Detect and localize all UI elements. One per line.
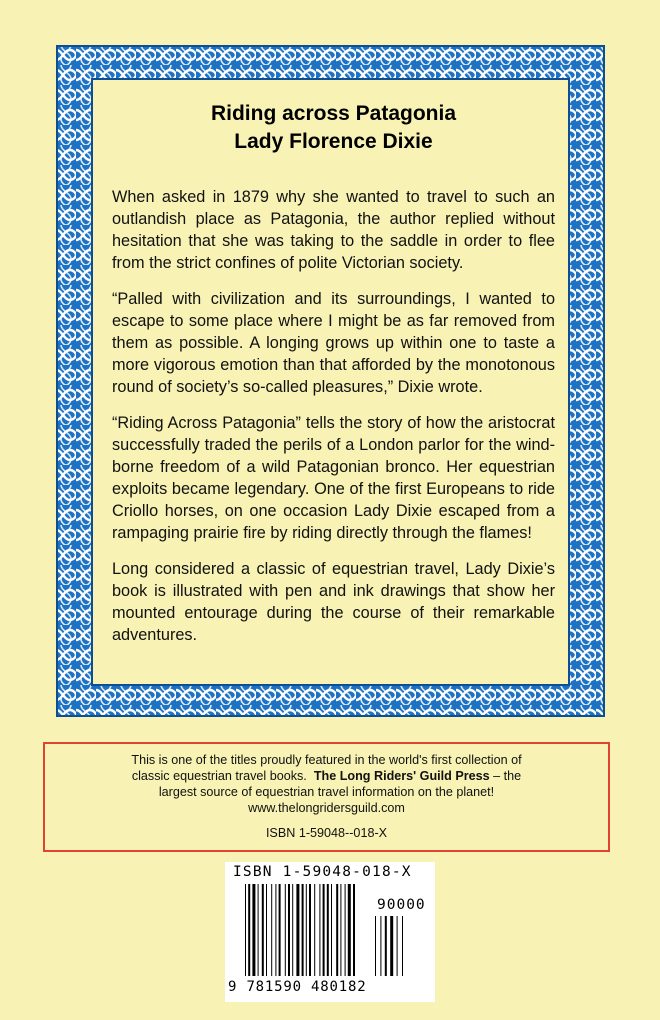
barcode-bar (348, 884, 351, 976)
barcode-bar (309, 884, 311, 976)
barcode-bar (353, 884, 355, 976)
barcode-bar (390, 916, 393, 976)
barcode-bar (292, 884, 293, 976)
description-paragraph: Long considered a classic of equestrian travel, Lady Dixie’s book is illustrated with pen and ink drawings that show her mounted entourage during the course of their remarkable adventures. (112, 560, 555, 644)
promo-line: This is one of the titles proudly featured in the world's first collection of (131, 753, 522, 767)
barcode-bar (262, 884, 264, 976)
book-author: Lady Florence Dixie (234, 130, 433, 153)
publisher-promo-box (43, 742, 610, 852)
book-title: Riding across Patagonia (210, 102, 457, 125)
book-heading (112, 100, 555, 156)
barcode-bar (266, 884, 267, 976)
barcode-bar (402, 916, 403, 976)
description-paragraph: “Riding Across Patagonia” tells the story of how the aristocrat successfully traded the perils of a London parlor for the wind-borne freedom of a wild Patagonian bronco. Her equestrian exploits became legendary. One of the first Europeans to ride Criollo horses, on one occasion Lady Dixie escaped from a rampaging prairie fire by riding directly through the flames! (112, 414, 555, 542)
barcode-bar (375, 916, 376, 976)
barcode-bar (275, 884, 276, 976)
barcode-bar (248, 884, 250, 976)
barcode-bar (331, 884, 332, 976)
barcode-bar (397, 916, 398, 976)
barcode-bar (271, 884, 272, 976)
description-paragraph: When asked in 1879 why she wanted to travel to such an outlandish place as Patagonia, the author replied without hesitation that she was taking to the saddle in order to flee from the strict confines of polite Victorian society. (112, 188, 555, 272)
barcode-bar (319, 884, 320, 976)
barcode-bar (323, 884, 325, 976)
promo-line (45, 768, 608, 784)
barcode-bar (296, 884, 299, 976)
barcode-bar (336, 884, 338, 976)
barcode-isbn-label: ISBN 1-59048-018-X (233, 864, 412, 880)
barcode-bar (314, 884, 315, 976)
barcode-bar (245, 884, 246, 976)
barcode-bar (340, 884, 341, 976)
barcode-bar (380, 916, 381, 976)
promo-line: largest source of equestrian travel information on the planet! (158, 785, 495, 799)
promo-text: classic equestrian travel books. (131, 769, 307, 783)
back-cover-panel (95, 82, 567, 682)
barcode-price-code: 90000 (377, 897, 426, 913)
barcode-bar (327, 884, 329, 976)
barcode-bar (288, 884, 290, 976)
barcode-bar (345, 884, 346, 976)
publisher-url[interactable]: www.thelongridersguild.com (248, 801, 405, 815)
promo-text: – the (489, 769, 522, 783)
barcode-bar (258, 884, 259, 976)
barcode-bar (302, 884, 304, 976)
barcode-bar (385, 916, 387, 976)
barcode-bar (279, 884, 281, 976)
description-paragraph: “Palled with civilization and its surroundings, I wanted to escape to some place where I might be as far removed from them as possible. A longing grows up within one to taste a more vigorous emotion than that afforded by the monotonous round of society’s so-called pleasures,” Dixie wrote. (112, 290, 555, 396)
barcode-bar (306, 884, 307, 976)
barcode-bar (252, 884, 255, 976)
isbn-text: ISBN 1-59048--018-X (265, 826, 388, 840)
publisher-name: The Long Riders' Guild Press (313, 769, 490, 783)
barcode-ean-digits: 9 781590 480182 (228, 979, 367, 995)
barcode-bar (285, 884, 286, 976)
barcode-block (225, 862, 435, 1002)
